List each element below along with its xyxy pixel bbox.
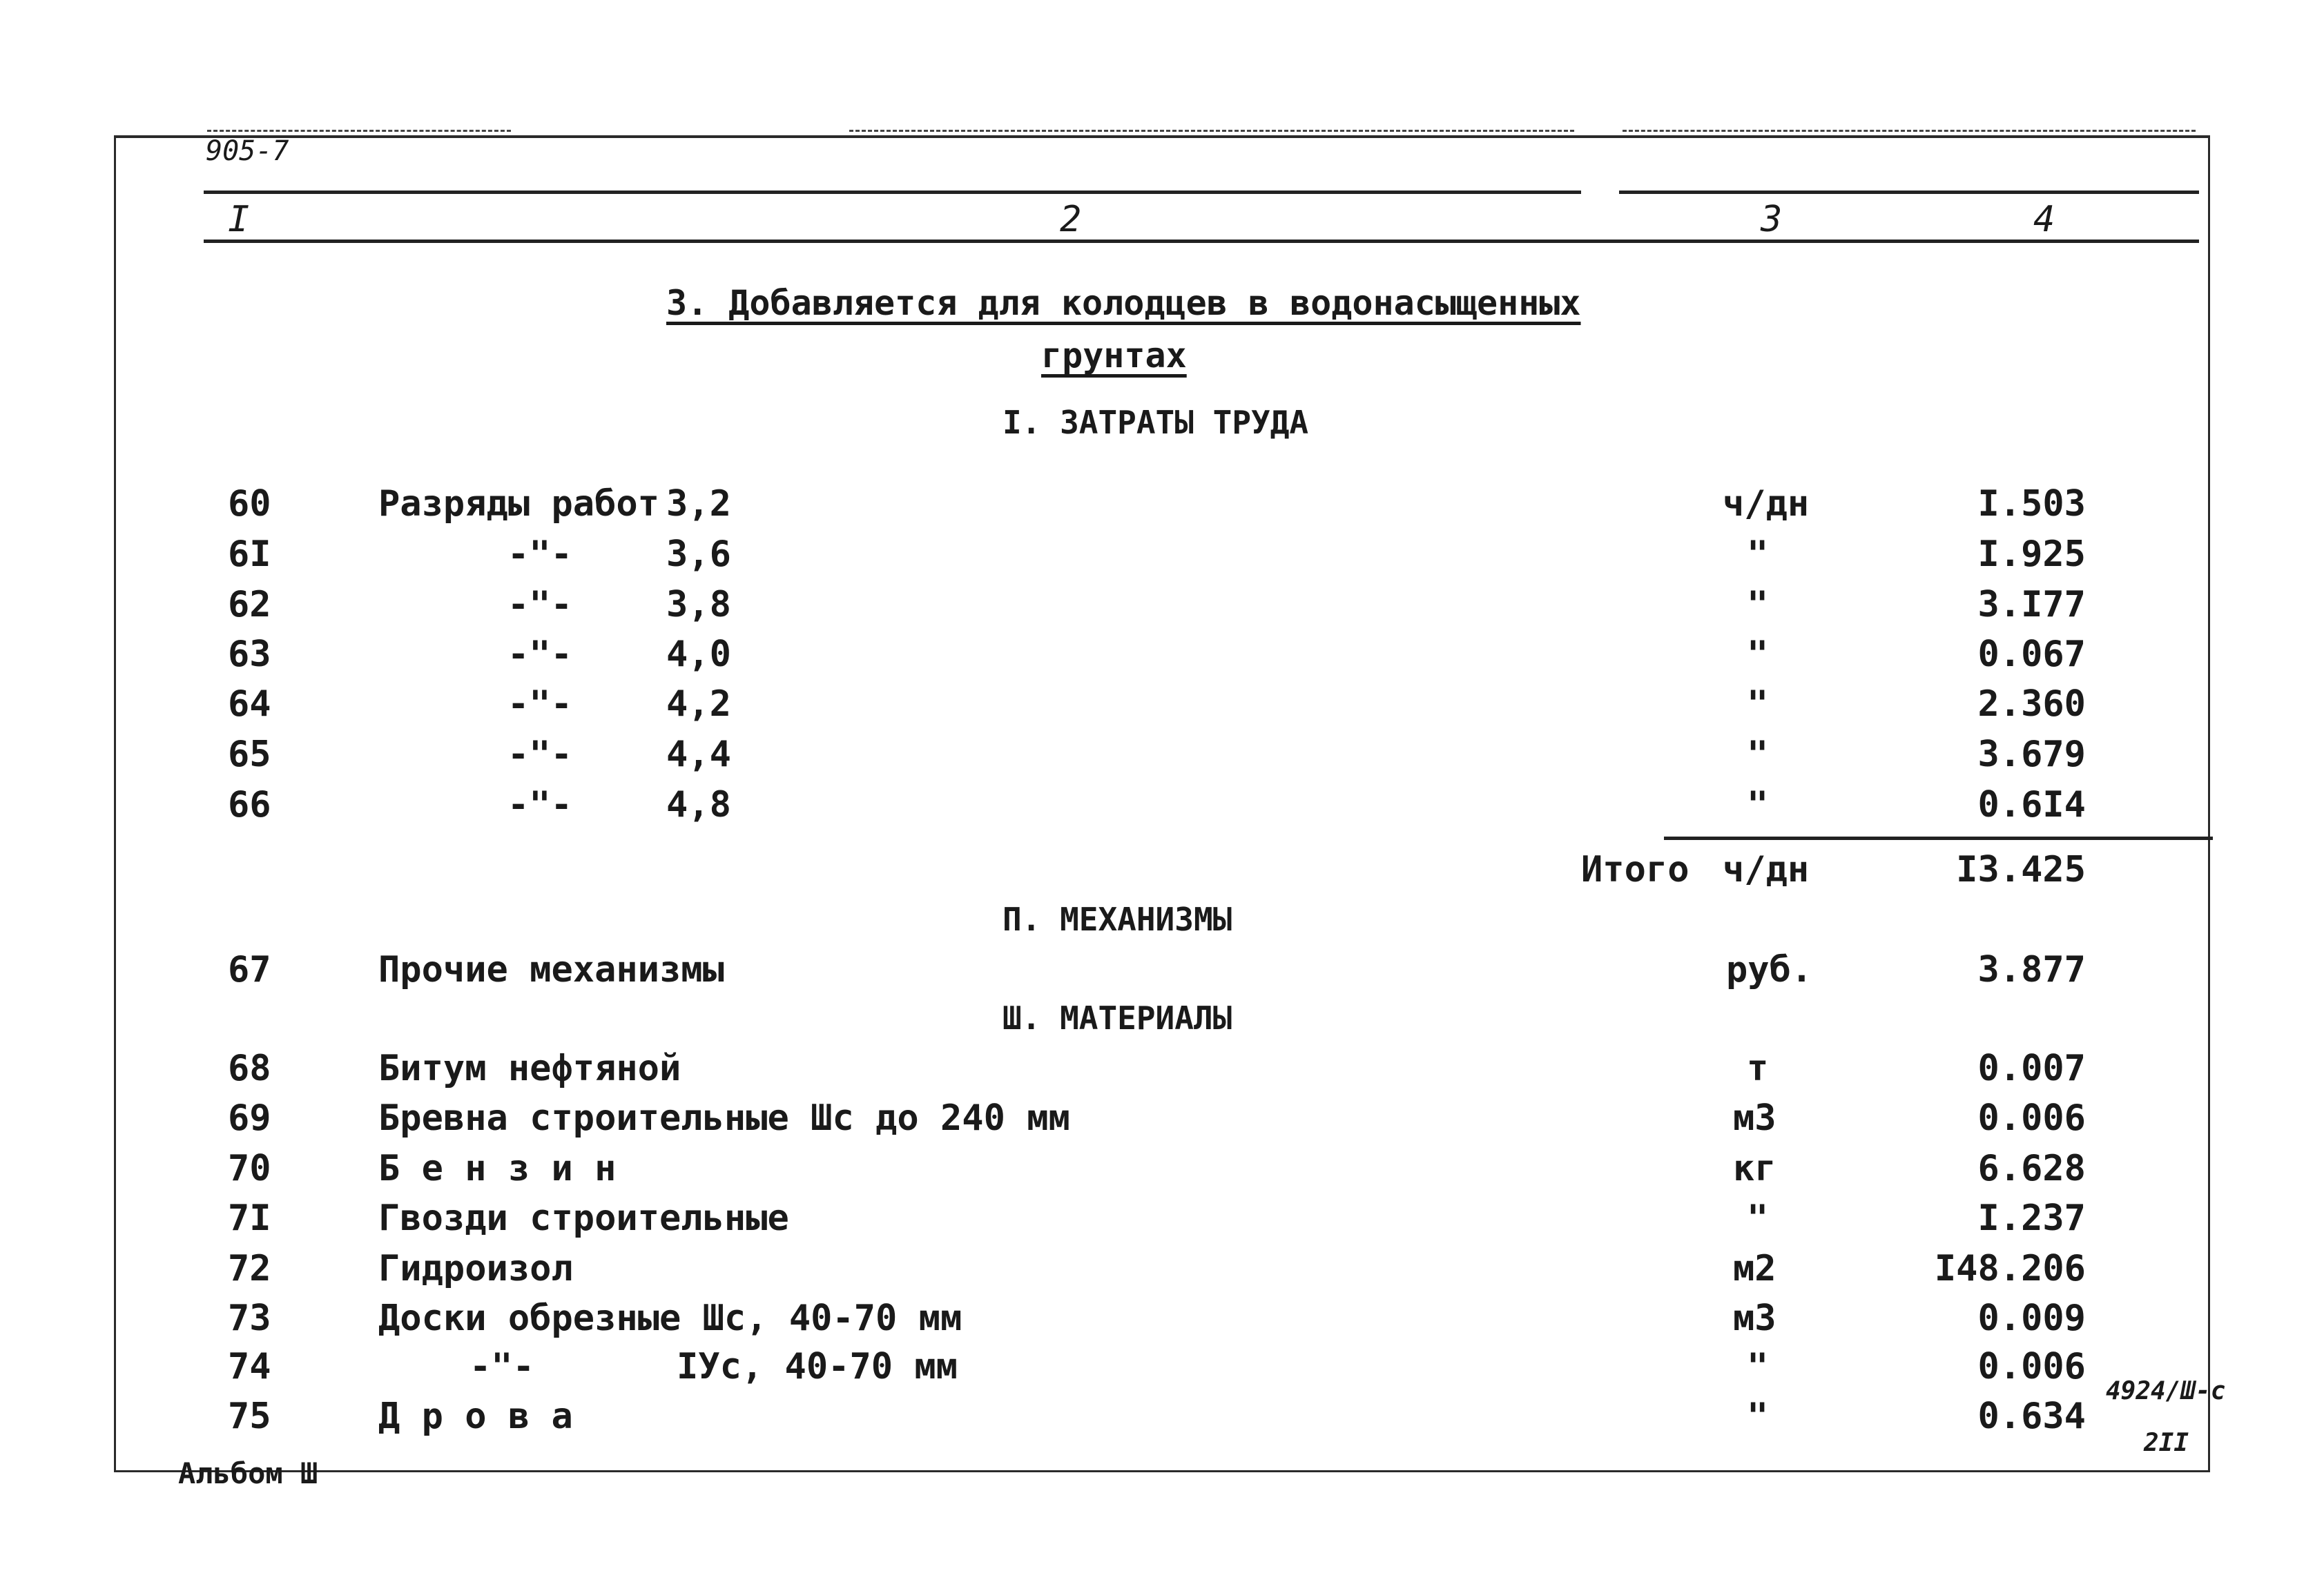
row-unit: т <box>1747 1048 1769 1089</box>
table-row <box>0 584 2324 632</box>
row-amount: I.925 <box>1977 534 2086 575</box>
row-grade: IУс, 40-70 мм <box>677 1346 958 1387</box>
table-row <box>0 949 2324 997</box>
row-grade: 4,2 <box>666 683 731 725</box>
row-number: 6I <box>228 534 271 575</box>
row-amount: 3.877 <box>1977 949 2086 990</box>
section-heading-line2: грунтах <box>1041 335 1187 375</box>
row-amount: 0.006 <box>1977 1097 2086 1139</box>
row-amount: 0.634 <box>1977 1396 2086 1437</box>
row-name: -"- <box>507 784 572 826</box>
top-dashed-rule-left <box>207 130 511 132</box>
row-grade: 4,0 <box>666 634 731 675</box>
row-amount: 0.007 <box>1977 1048 2086 1089</box>
row-grade: 4,4 <box>666 734 731 775</box>
sheet-stamp-number: 4924/Ш-с <box>2106 1377 2226 1405</box>
total-amount: I3.425 <box>1956 849 2086 890</box>
row-grade: 3,6 <box>666 534 731 575</box>
column-header-3: 3 <box>1761 199 1783 240</box>
row-name: Разряды работ <box>378 483 659 525</box>
row-amount: I.237 <box>1977 1198 2086 1239</box>
row-unit: " <box>1747 683 1769 725</box>
row-name: Бревна строительные Шс до 240 мм <box>378 1097 1070 1139</box>
materials-title: Ш. МАТЕРИАЛЫ <box>1003 999 1232 1037</box>
row-name: -"- <box>507 534 572 575</box>
row-name: Гвозди строительные <box>378 1198 789 1239</box>
table-row <box>0 534 2324 582</box>
row-unit: м3 <box>1733 1097 1776 1139</box>
row-name: -"- <box>469 1346 534 1387</box>
mechanisms-title: П. МЕХАНИЗМЫ <box>1003 901 1232 938</box>
row-number: 60 <box>228 483 271 525</box>
row-unit: " <box>1747 784 1769 826</box>
album-label: Альбом Ш <box>178 1456 318 1490</box>
row-amount: 2.360 <box>1977 683 2086 725</box>
row-unit: м3 <box>1733 1298 1776 1339</box>
labor-costs-title: I. ЗАТРАТЫ ТРУДА <box>1003 404 1309 441</box>
document-code: 905-7 <box>206 135 289 167</box>
row-name: -"- <box>507 584 572 625</box>
row-number: 75 <box>228 1396 271 1437</box>
row-number: 73 <box>228 1298 271 1339</box>
row-amount: 3.I77 <box>1977 584 2086 625</box>
row-name: -"- <box>507 734 572 775</box>
row-name: -"- <box>507 683 572 725</box>
row-unit: " <box>1747 634 1769 675</box>
table-row <box>0 784 2324 832</box>
table-row <box>0 1198 2324 1246</box>
row-unit: " <box>1747 534 1769 575</box>
row-name: Битум нефтяной <box>378 1048 681 1089</box>
row-name: -"- <box>507 634 572 675</box>
column-header-1: I <box>228 199 250 240</box>
row-unit: ч/дн <box>1723 483 1810 525</box>
table-row <box>0 1248 2324 1296</box>
header-rule-bottom <box>204 240 2199 243</box>
top-dashed-rule-middle <box>849 130 1574 132</box>
row-number: 72 <box>228 1248 271 1289</box>
row-amount: 6.628 <box>1977 1148 2086 1189</box>
row-amount: 0.067 <box>1977 634 2086 675</box>
row-amount: 0.009 <box>1977 1298 2086 1339</box>
row-name: Прочие механизмы <box>378 949 724 990</box>
table-row <box>0 683 2324 732</box>
row-grade: 4,8 <box>666 784 731 826</box>
sheet-stamp-page: 2II <box>2144 1429 2189 1457</box>
row-unit: " <box>1747 734 1769 775</box>
row-unit: " <box>1747 1396 1769 1437</box>
row-number: 63 <box>228 634 271 675</box>
row-amount: 0.006 <box>1977 1346 2086 1387</box>
row-number: 66 <box>228 784 271 826</box>
top-dashed-rule-right <box>1623 130 2196 132</box>
row-number: 68 <box>228 1048 271 1089</box>
row-amount: I48.206 <box>1934 1248 2086 1289</box>
row-amount: 0.6I4 <box>1977 784 2086 826</box>
row-name: Б е н з и н <box>378 1148 617 1189</box>
row-number: 70 <box>228 1148 271 1189</box>
row-unit: кг <box>1733 1148 1776 1189</box>
table-row <box>0 483 2324 531</box>
row-unit: руб. <box>1726 949 1813 990</box>
row-unit: " <box>1747 1198 1769 1239</box>
table-row <box>0 1396 2324 1444</box>
table-row <box>0 1097 2324 1146</box>
row-unit: м2 <box>1733 1248 1776 1289</box>
header-rule-top-right <box>1619 191 2199 194</box>
row-unit: " <box>1747 1346 1769 1387</box>
row-name: Гидроизол <box>378 1248 573 1289</box>
row-number: 69 <box>228 1097 271 1139</box>
section-heading-line1: 3. Добавляется для колодцев в водонасыщенных <box>666 283 1581 323</box>
row-grade: 3,8 <box>666 584 731 625</box>
row-name: Доски обрезные Шс, 40-70 мм <box>378 1298 962 1339</box>
column-header-4: 4 <box>2033 199 2055 240</box>
row-name: Д р о в а <box>378 1396 573 1437</box>
total-rule <box>1664 837 2213 840</box>
row-amount: I.503 <box>1977 483 2086 525</box>
total-label: Итого <box>1581 849 1689 890</box>
row-number: 7I <box>228 1198 271 1239</box>
row-number: 64 <box>228 683 271 725</box>
row-amount: 3.679 <box>1977 734 2086 775</box>
row-number: 62 <box>228 584 271 625</box>
row-number: 74 <box>228 1346 271 1387</box>
header-rule-top-left <box>204 191 1581 194</box>
table-row <box>0 634 2324 682</box>
total-row <box>0 849 2324 897</box>
total-unit: ч/дн <box>1723 849 1810 890</box>
row-number: 67 <box>228 949 271 990</box>
row-grade: 3,2 <box>666 483 731 525</box>
row-number: 65 <box>228 734 271 775</box>
table-row <box>0 1148 2324 1196</box>
table-row <box>0 734 2324 782</box>
table-row <box>0 1346 2324 1394</box>
column-header-2: 2 <box>1060 199 1082 240</box>
table-row <box>0 1048 2324 1096</box>
row-unit: " <box>1747 584 1769 625</box>
table-row <box>0 1298 2324 1346</box>
